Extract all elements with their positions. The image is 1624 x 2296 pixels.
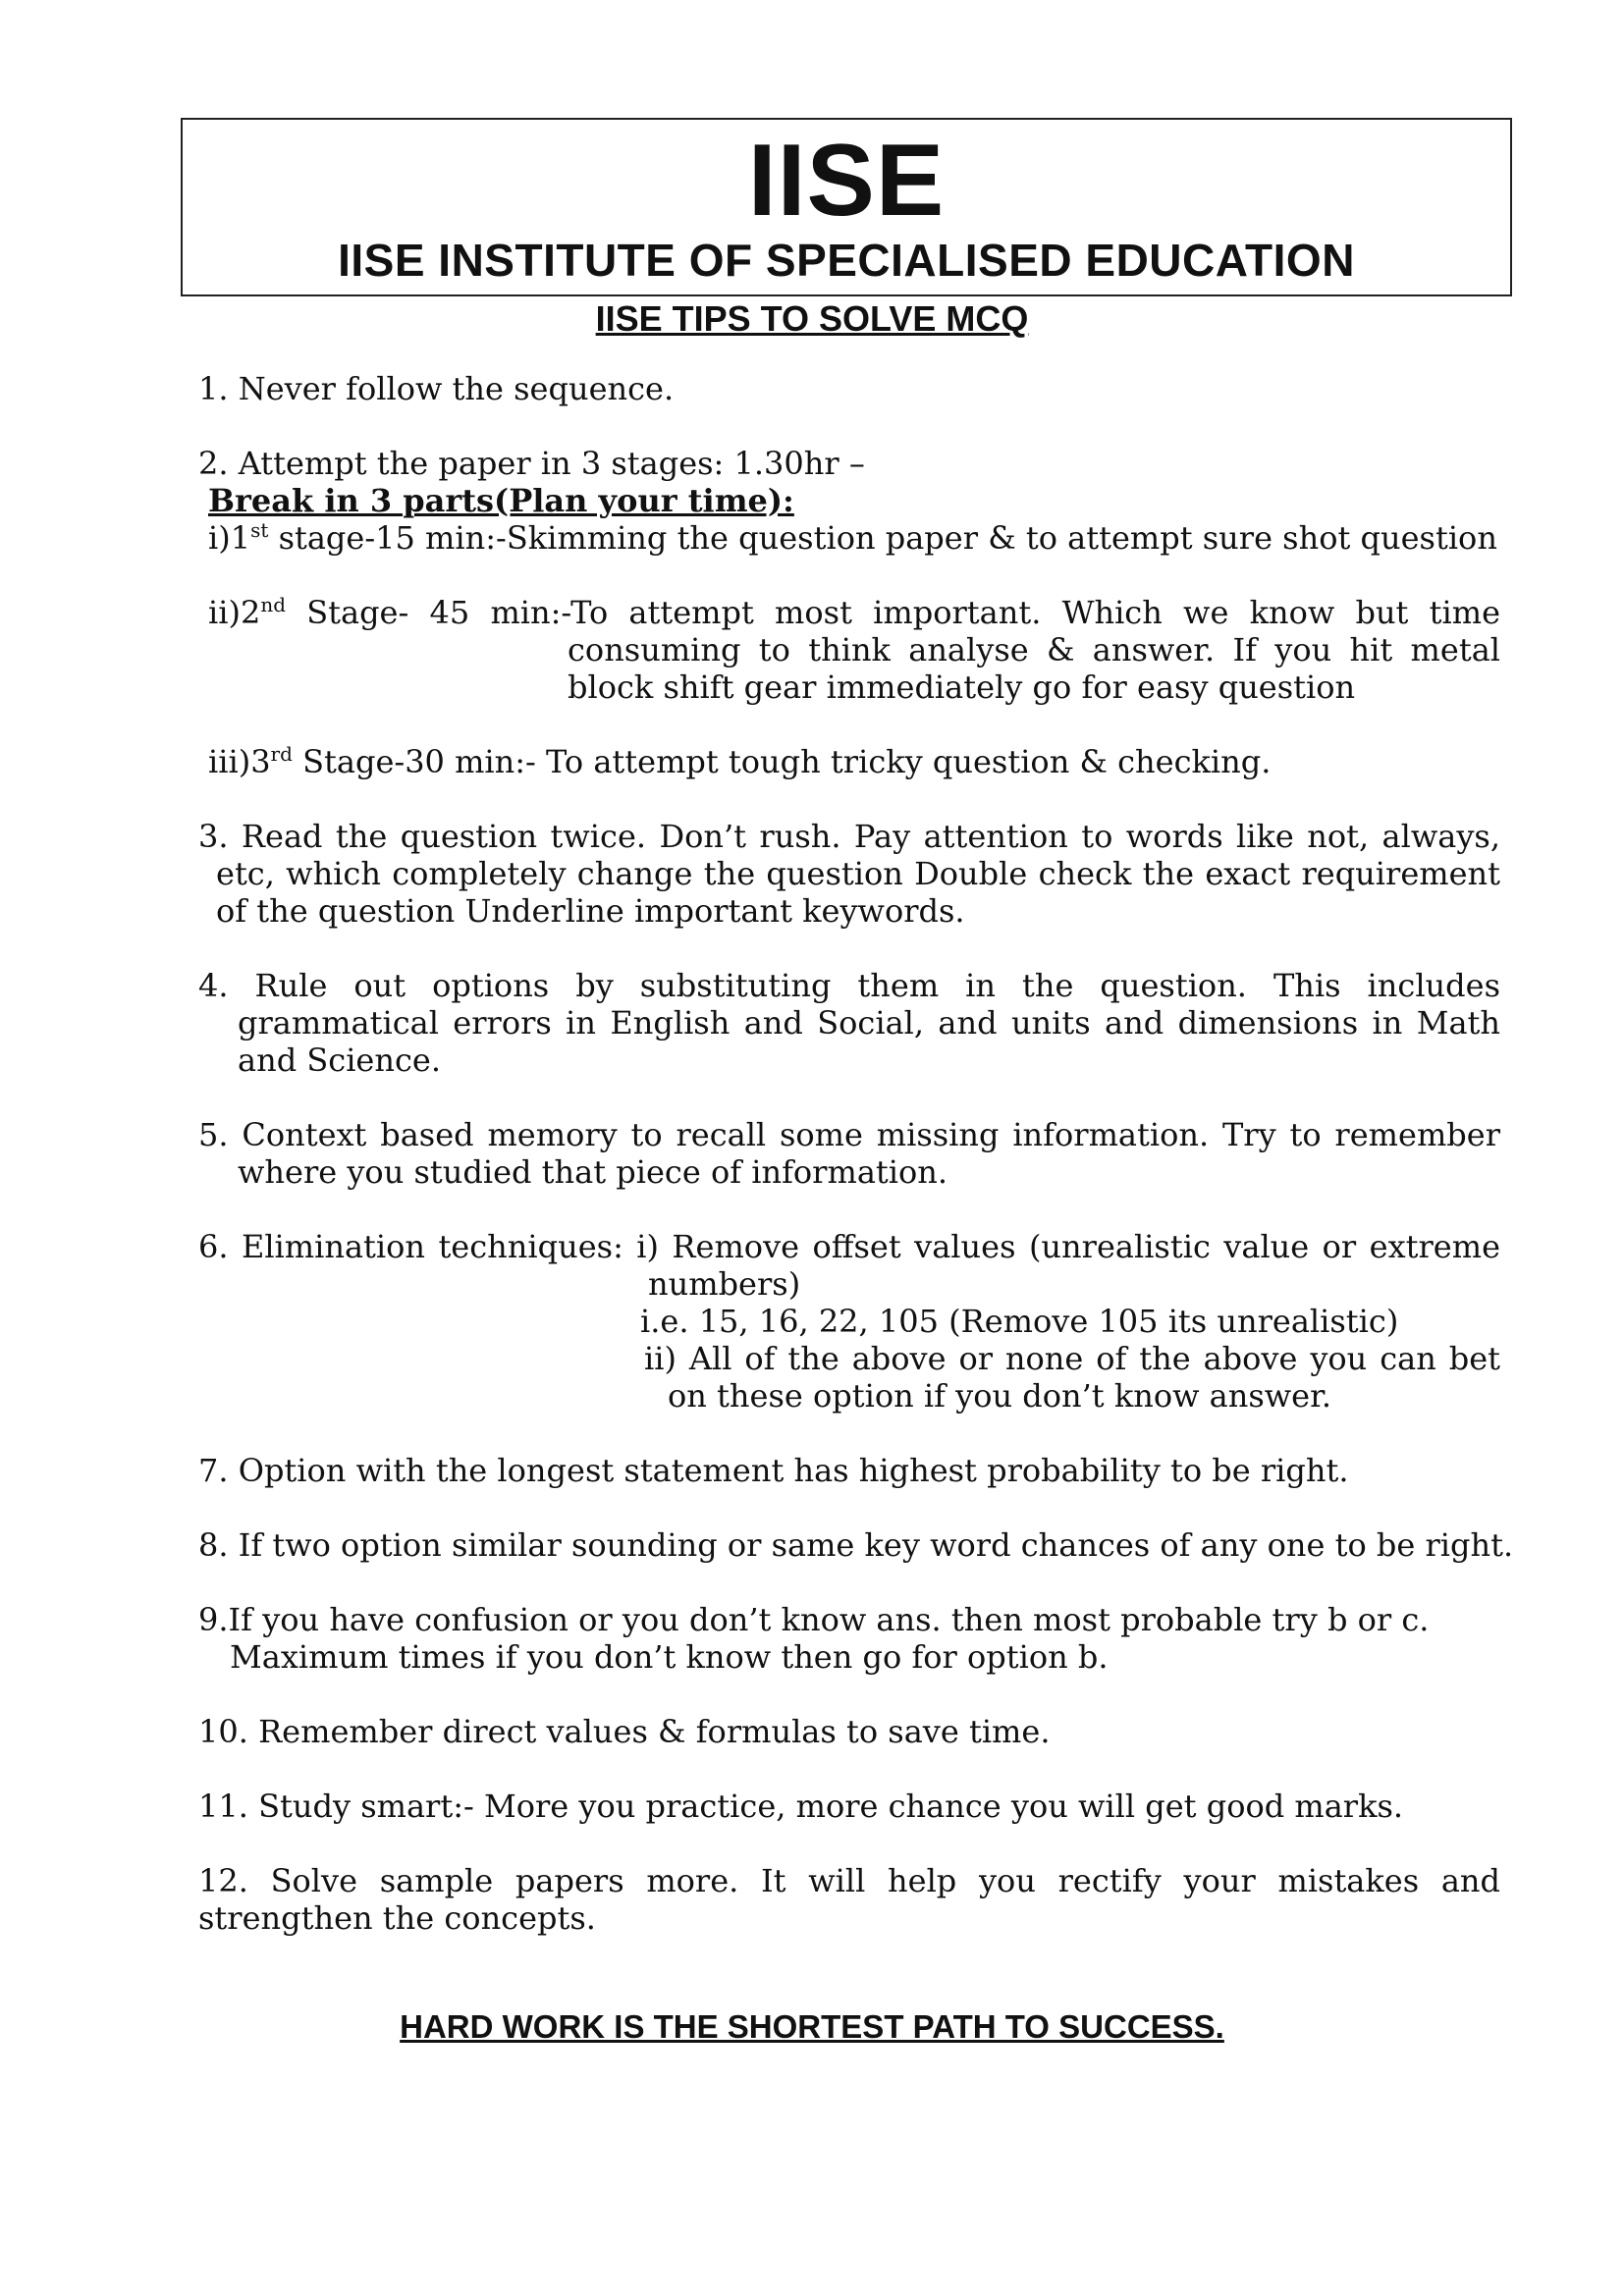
tip-9-line-1: 9.If you have confusion or you don’t know ans. then most probable try b or c.: [198, 1601, 1430, 1638]
tip-6-line-4: ii) All of the above or none of the above you can bet: [644, 1340, 1500, 1377]
tip-12-line-1: 12. Solve sample papers more. It will help you rectify your mistakes and: [198, 1862, 1500, 1899]
stage-1-prefix: i)1: [208, 519, 251, 557]
header-box: [181, 118, 1512, 296]
stage-3-text: Stage-30 min:- To attempt tough tricky question & checking.: [292, 743, 1272, 780]
institute-name: IISE INSTITUTE OF SPECIALISED EDUCATION: [338, 235, 1355, 286]
tip-1: 1. Never follow the sequence.: [198, 370, 675, 407]
stage-3: [208, 743, 1271, 780]
tip-3-line-2: etc, which completely change the question Double check the exact requirement: [216, 855, 1500, 892]
tip-9-line-2: Maximum times if you don’t know then go for option b.: [230, 1638, 1109, 1676]
stage-2-text: Stage- 45 min:-To attempt most important. Which we know but time: [286, 594, 1500, 631]
tip-8: 8. If two option similar sounding or same key word chances of any one to be right.: [198, 1526, 1514, 1564]
stage-3-prefix: iii)3: [208, 743, 271, 780]
closing-motto: HARD WORK IS THE SHORTEST PATH TO SUCCESS.: [400, 2008, 1224, 2045]
tip-3-line-1: 3. Read the question twice. Don’t rush. Pay attention to words like not, always,: [198, 818, 1500, 855]
stage-1-text: stage-15 min:-Skimming the question paper & to attempt sure shot question: [268, 519, 1497, 557]
stage-2-prefix: ii)2: [208, 594, 261, 631]
tip-2: 2. Attempt the paper in 3 stages: 1.30hr –: [198, 445, 865, 482]
stage-1: [208, 519, 1497, 557]
stage-2-sup: nd: [260, 593, 286, 616]
stage-2-line-1: [208, 594, 1500, 631]
tip-10: 10. Remember direct values & formulas to save time.: [198, 1713, 1051, 1750]
logo-title: IISE: [747, 124, 946, 238]
tip-5-line-1: 5. Context based memory to recall some missing information. Try to remember: [198, 1116, 1500, 1153]
tip-2-subheading: Break in 3 parts(Plan your time):: [208, 482, 794, 519]
tip-7: 7. Option with the longest statement has highest probability to be right.: [198, 1452, 1349, 1489]
tips-heading: IISE TIPS TO SOLVE MCQ: [595, 298, 1029, 339]
tip-6-line-2: numbers): [648, 1265, 801, 1303]
tip-11: 11. Study smart:- More you practice, more chance you will get good marks.: [198, 1788, 1404, 1825]
stage-2-line-3: block shift gear immediately go for easy question: [568, 668, 1356, 706]
tip-6-line-3: i.e. 15, 16, 22, 105 (Remove 105 its unrealistic): [640, 1303, 1399, 1340]
tip-4-line-3: and Science.: [238, 1041, 441, 1079]
tip-6-line-1: 6. Elimination techniques: i) Remove offset values (unrealistic value or extreme: [198, 1228, 1500, 1265]
tip-4-line-1: 4. Rule out options by substituting them in the question. This includes: [198, 967, 1500, 1004]
tip-4-line-2: grammatical errors in English and Social, and units and dimensions in Math: [238, 1004, 1500, 1041]
stage-3-sup: rd: [270, 742, 293, 766]
stage-1-sup: st: [250, 518, 269, 542]
stage-2-line-2: consuming to think analyse & answer. If you hit metal: [568, 631, 1500, 668]
tip-3-line-3: of the question Underline important keywords.: [216, 892, 965, 930]
tip-5-line-2: where you studied that piece of information.: [238, 1153, 948, 1191]
tip-6-line-5: on these option if you don’t know answer.: [668, 1377, 1332, 1415]
tip-12-line-2: strengthen the concepts.: [198, 1899, 596, 1937]
